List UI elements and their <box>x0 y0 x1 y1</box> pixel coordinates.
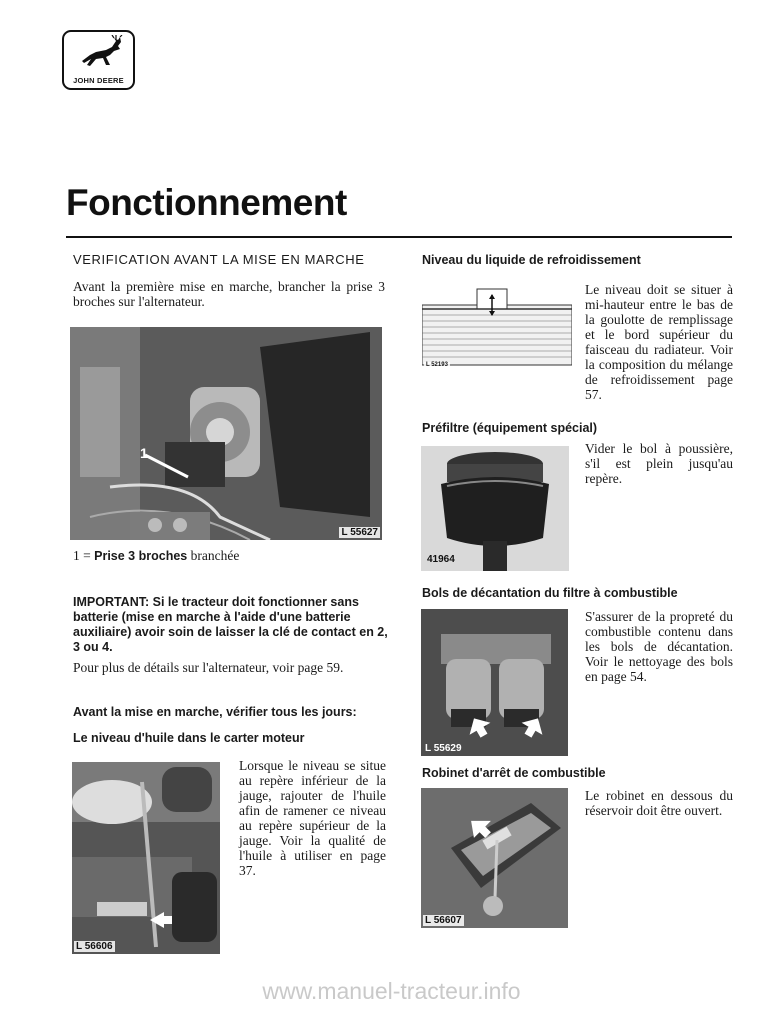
website-watermark: www.manuel-tracteur.info <box>262 978 521 1004</box>
sediment-heading: Bols de décantation du filtre à combustible <box>422 586 678 600</box>
important-note: IMPORTANT: Si le tracteur doit fonctionner sans batterie (mise en marche à l'aide d'une batterie auxiliaire) avoir soin de laisser la clé de contact en 2, 3 ou 4. <box>73 595 388 654</box>
photo-ref: L 56606 <box>76 941 113 952</box>
coolant-text: Le niveau doit se situer à mi-hauteur entre le bas de la goulotte de remplissage et le bord supérieur du faisceau du radiateur. Voir la composition du mélange de refroidissement page 57. <box>585 282 733 402</box>
sediment-bowls-photo <box>421 609 568 756</box>
photo-ref: 41964 <box>427 554 455 565</box>
prefilter-photo <box>421 446 569 571</box>
diagram-ref: L 52193 <box>426 362 448 368</box>
prefilter-heading: Préfiltre (équipement spécial) <box>422 421 598 435</box>
logo-text: JOHN DEERE <box>73 76 124 85</box>
shutoff-text: Le robinet en dessous du réservoir doit être ouvert. <box>585 788 733 818</box>
oil-dipstick-photo <box>72 762 220 954</box>
section-heading: VERIFICATION AVANT LA MISE EN MARCHE <box>73 252 365 267</box>
radiator-diagram <box>422 285 572 370</box>
shutoff-valve-photo <box>421 788 568 928</box>
alternator-reference: Pour plus de détails sur l'alternateur, voir page 59. <box>73 660 344 675</box>
page-title: Fonctionnement <box>66 182 347 223</box>
photo-ref: L 55629 <box>425 743 462 754</box>
oil-level-text: Lorsque le niveau se situe au repère inférieur de la jauge, rajouter de l'huile afin de ramener ce niveau au repère supérieur de la jauge. Voir la qualité de l'huile à utiliser en page 37. <box>239 758 386 878</box>
coolant-heading: Niveau du liquide de refroidissement <box>422 253 641 267</box>
prefilter-text: Vider le bol à poussière, s'il est plein jusqu'au repère. <box>585 441 733 486</box>
john-deere-logo <box>62 30 135 90</box>
title-divider <box>66 236 732 238</box>
shutoff-heading: Robinet d'arrêt de combustible <box>422 766 606 780</box>
sediment-text: S'assurer de la propreté du combustible contenu dans les bols de décantation. Voir le nettoyage des bols en page 54. <box>585 609 733 684</box>
daily-check-heading: Avant la mise en marche, vérifier tous les jours: <box>73 705 357 719</box>
deer-icon <box>76 35 124 71</box>
photo-ref: L 55627 <box>341 527 378 538</box>
alternator-photo <box>70 327 382 540</box>
photo-caption: 1 = Prise 3 broches branchée <box>73 548 240 563</box>
intro-text: Avant la première mise en marche, brancher la prise 3 broches sur l'alternateur. <box>73 279 385 309</box>
callout-1: 1 <box>140 445 148 461</box>
oil-level-heading: Le niveau d'huile dans le carter moteur <box>73 731 305 745</box>
photo-ref: L 56607 <box>425 915 462 926</box>
